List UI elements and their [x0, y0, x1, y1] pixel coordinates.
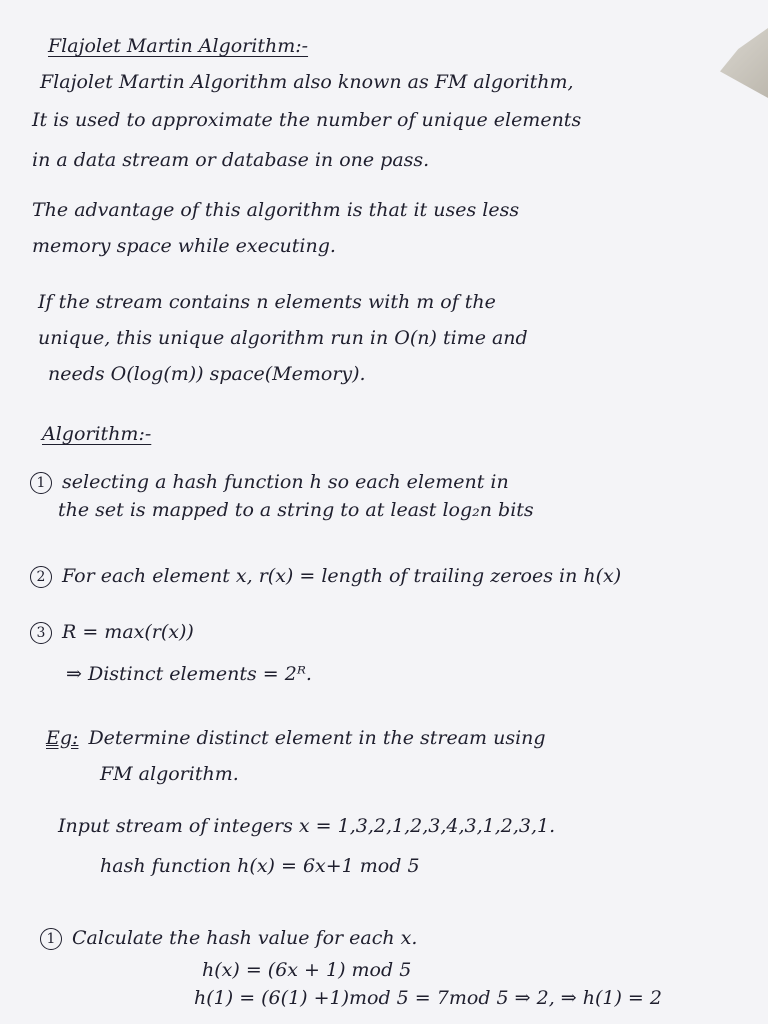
advantage-line-2: memory space while executing. [32, 235, 336, 257]
step-1-line-1 [30, 472, 509, 494]
step-1-line-2: the set is mapped to a string to at least log₂n bits [58, 499, 534, 521]
example-line-4: hash function h(x) = 6x+1 mod 5 [100, 855, 420, 877]
calculation-line-2: h(x) = (6x + 1) mod 5 [202, 959, 412, 981]
complexity-line-2: unique, this unique algorithm run in O(n) time and [38, 327, 528, 349]
complexity-line-3: needs O(log(m)) space(Memory). [48, 363, 366, 385]
step-3-line-2: ⇒ Distinct elements = 2ᴿ. [66, 663, 312, 685]
calculation-line-1 [40, 928, 417, 950]
example-line-1 [46, 728, 546, 749]
page-title: Flajolet Martin Algorithm:- [48, 35, 309, 57]
algorithm-heading: Algorithm:- [42, 423, 152, 445]
example-label: Eg: [46, 727, 79, 749]
step-3-number: 3 [30, 622, 52, 644]
step-2-number: 2 [30, 566, 52, 588]
calculation-line-3: h(1) = (6(1) +1)mod 5 = 7mod 5 ⇒ 2, ⇒ h(1) = 2 [194, 987, 662, 1009]
advantage-line-1: The advantage of this algorithm is that it uses less [32, 199, 520, 221]
calculation-text-1: Calculate the hash value for each x. [72, 927, 418, 949]
intro-line-1: Flajolet Martin Algorithm also known as FM algorithm, [40, 71, 574, 93]
complexity-line-1: If the stream contains n elements with m of the [38, 291, 496, 313]
step-3-text: R = max(r(x)) [62, 621, 194, 643]
example-text-1: Determine distinct element in the stream using [88, 727, 546, 749]
step-1-number: 1 [30, 472, 52, 494]
step-1-text: selecting a hash function h so each element in [62, 471, 509, 493]
example-line-3: Input stream of integers x = 1,3,2,1,2,3,4,3,1,2,3,1. [58, 815, 556, 837]
intro-line-2: It is used to approximate the number of unique elements [32, 109, 582, 131]
intro-line-3: in a data stream or database in one pass. [32, 149, 430, 171]
calculation-number: 1 [40, 928, 62, 950]
step-3-line-1 [30, 622, 194, 644]
folded-corner [720, 28, 768, 98]
step-2-line-1 [30, 566, 621, 588]
example-line-2: FM algorithm. [100, 763, 239, 785]
step-2-text: For each element x, r(x) = length of trailing zeroes in h(x) [62, 565, 622, 587]
